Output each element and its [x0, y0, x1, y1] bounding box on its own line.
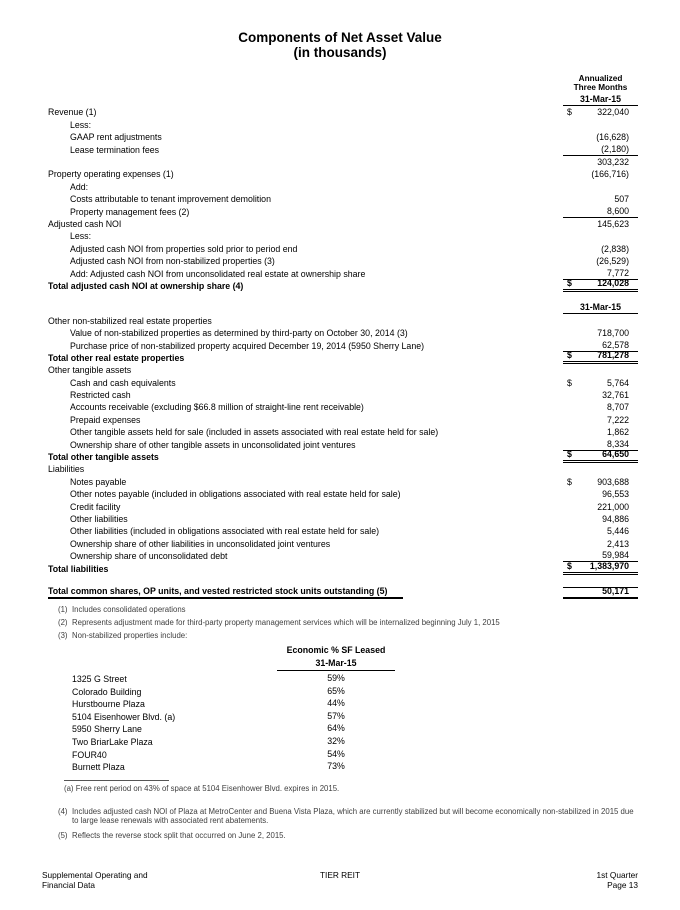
leased-percentage: 57% — [327, 710, 345, 721]
footnote-marker: (2) — [58, 618, 68, 628]
table-row — [48, 339, 638, 351]
table-row — [48, 302, 638, 314]
row-label: Credit facility — [70, 501, 121, 512]
row-label: Notes payable — [70, 476, 127, 487]
row-value — [563, 314, 638, 326]
leased-table-row — [72, 747, 680, 760]
footnote-1 — [58, 605, 640, 615]
row-value — [563, 106, 638, 118]
row-value — [563, 475, 638, 487]
net-asset-value-table — [48, 75, 638, 599]
row-label: Other liabilities — [70, 513, 128, 524]
property-name: 5950 Sherry Lane — [72, 724, 142, 735]
table-row — [48, 156, 638, 168]
page-footer — [42, 871, 638, 891]
currency-symbol: $ — [567, 277, 572, 288]
row-value — [563, 389, 638, 401]
row-label: Revenue (1) — [48, 107, 97, 118]
leased-table-row — [72, 709, 680, 722]
row-value — [563, 218, 638, 230]
row-label: Less: — [70, 119, 92, 130]
table-row — [48, 587, 638, 599]
amount: 5,764 — [606, 377, 629, 388]
leased-percentage: 64% — [327, 723, 345, 734]
table-row — [48, 314, 638, 326]
amount: 781,278 — [597, 349, 629, 360]
currency-symbol: $ — [567, 349, 572, 360]
footnote-text: Includes consolidated operations — [72, 604, 186, 614]
leased-percentage: 65% — [327, 685, 345, 696]
footer-center: TIER REIT — [319, 870, 361, 880]
row-value — [563, 131, 638, 143]
row-label: Other tangible assets — [48, 365, 132, 376]
leased-header-date: 31-Mar-15 — [315, 657, 357, 668]
amount: 50,171 — [602, 585, 629, 596]
row-value — [563, 376, 638, 388]
row-label — [48, 156, 563, 168]
row-label: GAAP rent adjustments — [70, 132, 162, 143]
row-value — [563, 277, 638, 292]
leased-table-row — [72, 684, 680, 697]
table-row — [48, 327, 638, 339]
amount: 7,222 — [606, 414, 629, 425]
amount: (16,628) — [596, 132, 629, 143]
value-column-header-box — [563, 75, 638, 106]
amount: 507 — [614, 194, 629, 205]
property-name: Burnett Plaza — [72, 762, 125, 773]
row-value — [563, 205, 638, 217]
leased-percentage: 73% — [327, 761, 345, 772]
economic-leased-table — [72, 644, 680, 772]
property-name: 1325 G Street — [72, 674, 127, 684]
table-row — [48, 463, 638, 475]
row-value — [563, 327, 638, 339]
table-row — [48, 230, 638, 242]
amount: 8,600 — [606, 205, 629, 216]
row-value — [563, 413, 638, 425]
table-row — [48, 242, 638, 254]
table-row — [48, 413, 638, 425]
footnote-4 — [58, 807, 640, 826]
row-label: Total common shares, OP units, and vested restricted stock units outstanding (5) — [48, 587, 403, 599]
leased-table-header — [72, 644, 680, 657]
currency-symbol: $ — [567, 377, 572, 388]
table-row — [48, 255, 638, 267]
currency-symbol: $ — [567, 449, 572, 460]
amount: (2,838) — [601, 243, 629, 254]
table-row — [48, 364, 638, 376]
leased-table-row — [72, 760, 680, 773]
row-value — [563, 242, 638, 254]
table-row — [48, 106, 638, 118]
leased-percentage: 32% — [327, 735, 345, 746]
leased-percentage: 44% — [327, 698, 345, 709]
table-row — [48, 267, 638, 279]
row-value — [563, 118, 638, 130]
table-row — [48, 401, 638, 413]
leased-percentage: 59% — [327, 673, 345, 683]
row-value — [563, 500, 638, 512]
row-value — [563, 488, 638, 500]
row-value — [563, 143, 638, 155]
row-label: Adjusted cash NOI from non-stabilized properties (3) — [70, 256, 275, 267]
row-label: Costs attributable to tenant improvement demolition — [70, 194, 271, 205]
row-label: Total liabilities — [48, 563, 109, 574]
row-value — [563, 364, 638, 376]
table-row — [48, 488, 638, 500]
amount: 64,650 — [602, 449, 629, 460]
amount: 124,028 — [597, 277, 629, 288]
row-value — [563, 255, 638, 267]
table-row — [48, 131, 638, 143]
leased-table-row — [72, 734, 680, 747]
column-header-line1: Annualized — [578, 74, 623, 83]
footnote-marker: (5) — [58, 830, 68, 840]
amount: 2,413 — [606, 538, 629, 549]
currency-symbol: $ — [567, 107, 572, 118]
row-label: Ownership share of other tangible assets in unconsolidated joint ventures — [70, 439, 356, 450]
row-label: Other non-stabilized real estate properties — [48, 315, 212, 326]
row-value — [563, 463, 638, 475]
amount: 32,761 — [602, 390, 629, 401]
table-row — [48, 475, 638, 487]
amount: 145,623 — [597, 219, 629, 229]
row-value: 31-Mar-15 — [563, 302, 638, 314]
row-label: Purchase price of non-stabilized property acquired December 19, 2014 (5950 Sherry Lane) — [70, 340, 425, 351]
row-label: Total adjusted cash NOI at ownership share (4) — [48, 280, 244, 291]
property-name: FOUR40 — [72, 749, 107, 760]
row-value — [563, 587, 638, 599]
amount: (2,180) — [601, 143, 629, 154]
table-rows — [48, 106, 638, 599]
amount: 62,578 — [602, 339, 629, 350]
property-name: 5104 Eisenhower Blvd. (a) — [72, 711, 176, 722]
row-label: Other tangible assets held for sale (included in assets associated with real estate held for sale) — [70, 427, 439, 438]
table-row — [48, 168, 638, 180]
amount: (26,529) — [596, 256, 629, 267]
row-value — [563, 156, 638, 168]
leased-footnote — [64, 780, 640, 794]
amount: 221,000 — [597, 501, 629, 512]
row-label: Total other real estate properties — [48, 352, 185, 363]
footer-left: Supplemental Operating and Financial Data — [42, 870, 148, 890]
amount: 96,553 — [602, 489, 629, 500]
amount: 303,232 — [597, 157, 629, 168]
row-label — [48, 302, 563, 314]
row-label: Add: — [70, 181, 89, 192]
table-row — [48, 376, 638, 388]
amount: 1,383,970 — [589, 560, 629, 571]
row-value — [563, 451, 638, 463]
amount: 59,984 — [602, 550, 629, 561]
row-label: Liabilities — [48, 464, 85, 475]
row-label: Less: — [70, 231, 92, 242]
table-row — [48, 143, 638, 155]
table-row — [48, 513, 638, 525]
table-row — [48, 438, 638, 450]
leased-table-header-date-row — [72, 657, 680, 670]
amount: 903,688 — [597, 476, 629, 487]
amount: (166,716) — [591, 169, 629, 180]
footnote-marker: (3) — [58, 631, 68, 641]
row-value — [563, 537, 638, 549]
footer-right: 1st Quarter Page 13 — [596, 870, 639, 890]
amount: 718,700 — [597, 328, 629, 339]
amount: 5,446 — [606, 526, 629, 537]
row-label: Accounts receivable (excluding $66.8 million of straight-line rent receivable) — [70, 402, 364, 413]
document-subtitle: (in thousands) — [293, 45, 387, 60]
value-column-header — [48, 75, 638, 106]
table-gap — [48, 575, 638, 587]
property-name: Two BriarLake Plaza — [72, 736, 153, 747]
leased-percentage: 54% — [327, 748, 345, 759]
row-value — [563, 193, 638, 205]
table-row — [48, 562, 638, 574]
row-label: Property operating expenses (1) — [48, 169, 174, 180]
footnote-text: Free rent period on 43% of space at 5104 Eisenhower Blvd. expires in 2015. — [75, 784, 340, 794]
property-name: Hurstbourne Plaza — [72, 699, 145, 710]
table-row — [48, 537, 638, 549]
leased-table-row — [72, 697, 680, 710]
footnote-3 — [58, 631, 640, 641]
footnotes-bottom — [58, 807, 640, 841]
table-row — [48, 389, 638, 401]
table-row — [48, 277, 638, 292]
amount: 1,862 — [606, 427, 629, 438]
row-label: Other notes payable (included in obligations associated with real estate held for sale) — [70, 489, 401, 500]
table-row — [48, 451, 638, 463]
row-label: Property management fees (2) — [70, 206, 190, 217]
leased-table-row — [72, 722, 680, 735]
row-label: Other liabilities (included in obligations associated with real estate held for sale) — [70, 526, 380, 537]
table-row — [48, 525, 638, 537]
footnote-text: Represents adjustment made for third-party property management services which will be internalized beginning July 1, 2015 — [72, 618, 500, 628]
row-value — [563, 168, 638, 180]
row-value — [563, 401, 638, 413]
leased-table-row — [72, 671, 680, 684]
property-name: Colorado Building — [72, 686, 142, 697]
footnote-separator-rule — [64, 780, 169, 781]
row-label: Restricted cash — [70, 390, 131, 401]
row-label: Adjusted cash NOI — [48, 219, 122, 229]
table-row — [48, 180, 638, 192]
row-label: Prepaid expenses — [70, 414, 141, 425]
table-row — [48, 349, 638, 364]
footnote-text: Includes adjusted cash NOI of Plaza at MetroCenter and Buena Vista Plaza, which are currently stabilized but will become economically non-stabilized in 2015 due to large lease renewals with associated rent abatements. — [72, 806, 634, 826]
amount: 8,334 — [606, 438, 629, 449]
footnotes-top — [58, 605, 640, 641]
leased-header-title: Economic % SF Leased — [286, 645, 386, 656]
row-label: Cash and cash equivalents — [70, 377, 176, 388]
document-title: Components of Net Asset Value — [238, 30, 442, 45]
row-value — [563, 513, 638, 525]
amount: 7,772 — [606, 267, 629, 278]
leased-table-rows — [72, 671, 680, 772]
document-title-block — [0, 30, 680, 60]
footnote-marker: (1) — [58, 604, 68, 614]
table-gap — [48, 292, 638, 302]
amount: 94,886 — [602, 513, 629, 524]
footnote-marker: (4) — [58, 806, 68, 816]
table-row — [48, 205, 638, 217]
row-label: Adjusted cash NOI from properties sold prior to period end — [70, 243, 298, 254]
footnote-5 — [58, 831, 640, 841]
footnote-text: Reflects the reverse stock split that occurred on June 2, 2015. — [72, 830, 286, 840]
currency-symbol: $ — [567, 476, 572, 487]
column-header-line2: Three Months — [573, 82, 628, 92]
row-label: Ownership share of unconsolidated debt — [70, 551, 228, 562]
column-header-date: 31-Mar-15 — [579, 93, 622, 104]
footnote-marker: (a) — [64, 784, 74, 794]
row-value — [563, 525, 638, 537]
table-row — [48, 500, 638, 512]
table-row — [48, 193, 638, 205]
amount: 322,040 — [597, 107, 629, 118]
currency-symbol: $ — [567, 560, 572, 571]
table-row — [48, 218, 638, 230]
row-value — [563, 562, 638, 574]
table-row — [48, 426, 638, 438]
row-value — [563, 349, 638, 364]
row-label: Total other tangible assets — [48, 452, 159, 463]
table-row — [48, 118, 638, 130]
table-row — [48, 550, 638, 562]
row-value — [563, 180, 638, 192]
footnote-2 — [58, 618, 640, 628]
footnote-text: Non-stabilized properties include: — [72, 631, 188, 641]
row-label: Ownership share of other liabilities in unconsolidated joint ventures — [70, 538, 331, 549]
row-label: Value of non-stabilized properties as determined by third-party on October 30, 2014 (3) — [70, 328, 408, 339]
row-label: Lease termination fees — [70, 144, 159, 155]
row-value — [563, 426, 638, 438]
amount: 8,707 — [606, 402, 629, 413]
row-label: Add: Adjusted cash NOI from unconsolidated real estate at ownership share — [70, 268, 366, 279]
row-value — [563, 230, 638, 242]
